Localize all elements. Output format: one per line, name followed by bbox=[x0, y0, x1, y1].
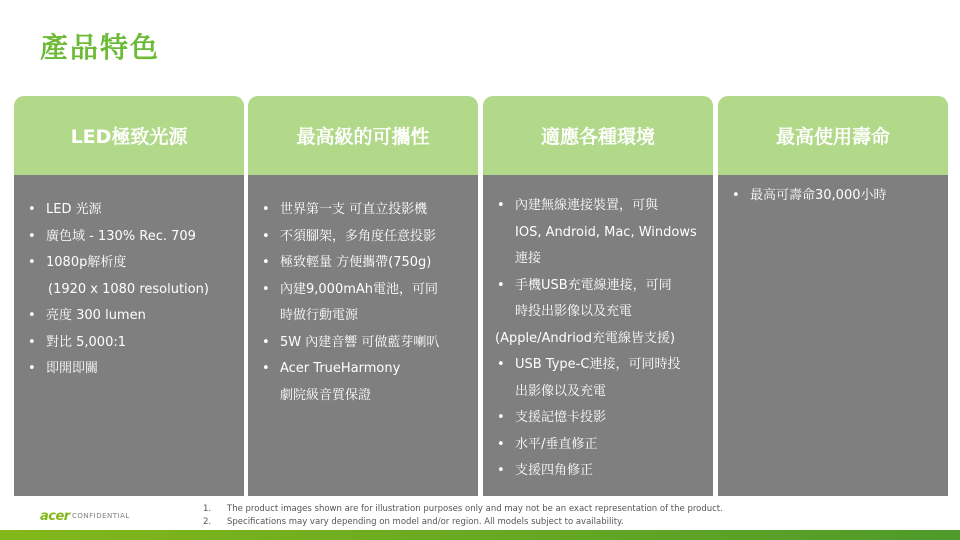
feature-item: • LED 光源 bbox=[28, 197, 230, 224]
feature-list bbox=[497, 193, 699, 485]
column-header: 最高級的可攜性 bbox=[248, 96, 478, 175]
feature-item: • 水平/垂直修正 bbox=[497, 432, 699, 459]
footnote-text: The product images shown are for illustration purposes only and may not be an exact representation of the product. bbox=[227, 504, 723, 514]
feature-item: • 極致輕量 方便攜帶(750g) bbox=[262, 250, 464, 277]
confidential-label: CONFIDENTIAL bbox=[72, 512, 130, 520]
feature-item: • 1080p解析度 bbox=[28, 250, 230, 277]
feature-item: • 亮度 300 lumen bbox=[28, 303, 230, 330]
feature-item: • 對比 5,000:1 bbox=[28, 330, 230, 357]
feature-list bbox=[262, 197, 464, 409]
feature-list bbox=[28, 197, 230, 383]
feature-item: • 手機USB充電線連接，可同 bbox=[497, 273, 699, 300]
column-body bbox=[718, 175, 948, 496]
feature-item: 出影像以及充電 bbox=[515, 383, 607, 399]
column-header: 最高使用壽命 bbox=[718, 96, 948, 175]
footnote-number: 1. bbox=[203, 504, 212, 514]
feature-column-light-source bbox=[14, 96, 244, 496]
feature-item: • 支援記憶卡投影 bbox=[497, 405, 699, 432]
feature-item: (1920 x 1080 resolution) bbox=[48, 281, 209, 297]
feature-column-lifetime bbox=[718, 96, 948, 496]
feature-item: • USB Type-C連接，可同時投 bbox=[497, 352, 699, 379]
footnote bbox=[203, 516, 723, 529]
feature-list bbox=[732, 183, 934, 210]
footer-accent-bar bbox=[0, 530, 960, 540]
feature-item: • 世界第一支 可直立投影機 bbox=[262, 197, 464, 224]
feature-item: • 不須腳架，多角度任意投影 bbox=[262, 224, 464, 251]
feature-item: • 5W 內建音響 可做藍芽喇叭 bbox=[262, 330, 464, 357]
feature-item: (Apple/Andriod充電線皆支援) bbox=[495, 330, 676, 346]
column-header: LED極致光源 bbox=[14, 96, 244, 175]
feature-item: IOS, Android, Mac, Windows bbox=[515, 224, 697, 240]
acer-logo: acer bbox=[40, 509, 70, 524]
feature-item: • 支援四角修正 bbox=[497, 458, 699, 485]
footnotes bbox=[203, 503, 723, 528]
column-body bbox=[14, 175, 244, 496]
feature-item: 時投出影像以及充電 bbox=[515, 304, 633, 319]
feature-column-environment bbox=[483, 96, 713, 496]
feature-item: • Acer TrueHarmony bbox=[262, 356, 464, 383]
feature-item: 連接 bbox=[515, 251, 542, 266]
page-title: 產品特色 bbox=[40, 31, 161, 64]
footnote-text: Specifications may vary depending on model and/or region. All models subject to availability. bbox=[227, 516, 624, 527]
column-body bbox=[483, 175, 713, 496]
feature-item: 劇院級音質保證 bbox=[280, 387, 372, 403]
column-body bbox=[248, 175, 478, 496]
feature-item: • 內建9,000mAh電池，可同 bbox=[262, 277, 464, 304]
feature-item: 時做行動電源 bbox=[280, 308, 359, 323]
column-header: 適應各種環境 bbox=[483, 96, 713, 175]
footnote-number: 2. bbox=[203, 516, 212, 527]
footnote bbox=[203, 503, 723, 516]
feature-item: • 最高可壽命30,000小時 bbox=[732, 183, 934, 210]
feature-item: • 廣色域 - 130% Rec. 709 bbox=[28, 224, 230, 251]
feature-item: • 即開即關 bbox=[28, 356, 230, 383]
feature-column-portability bbox=[248, 96, 478, 496]
feature-item: • 內建無線連接裝置，可與 bbox=[497, 193, 699, 220]
